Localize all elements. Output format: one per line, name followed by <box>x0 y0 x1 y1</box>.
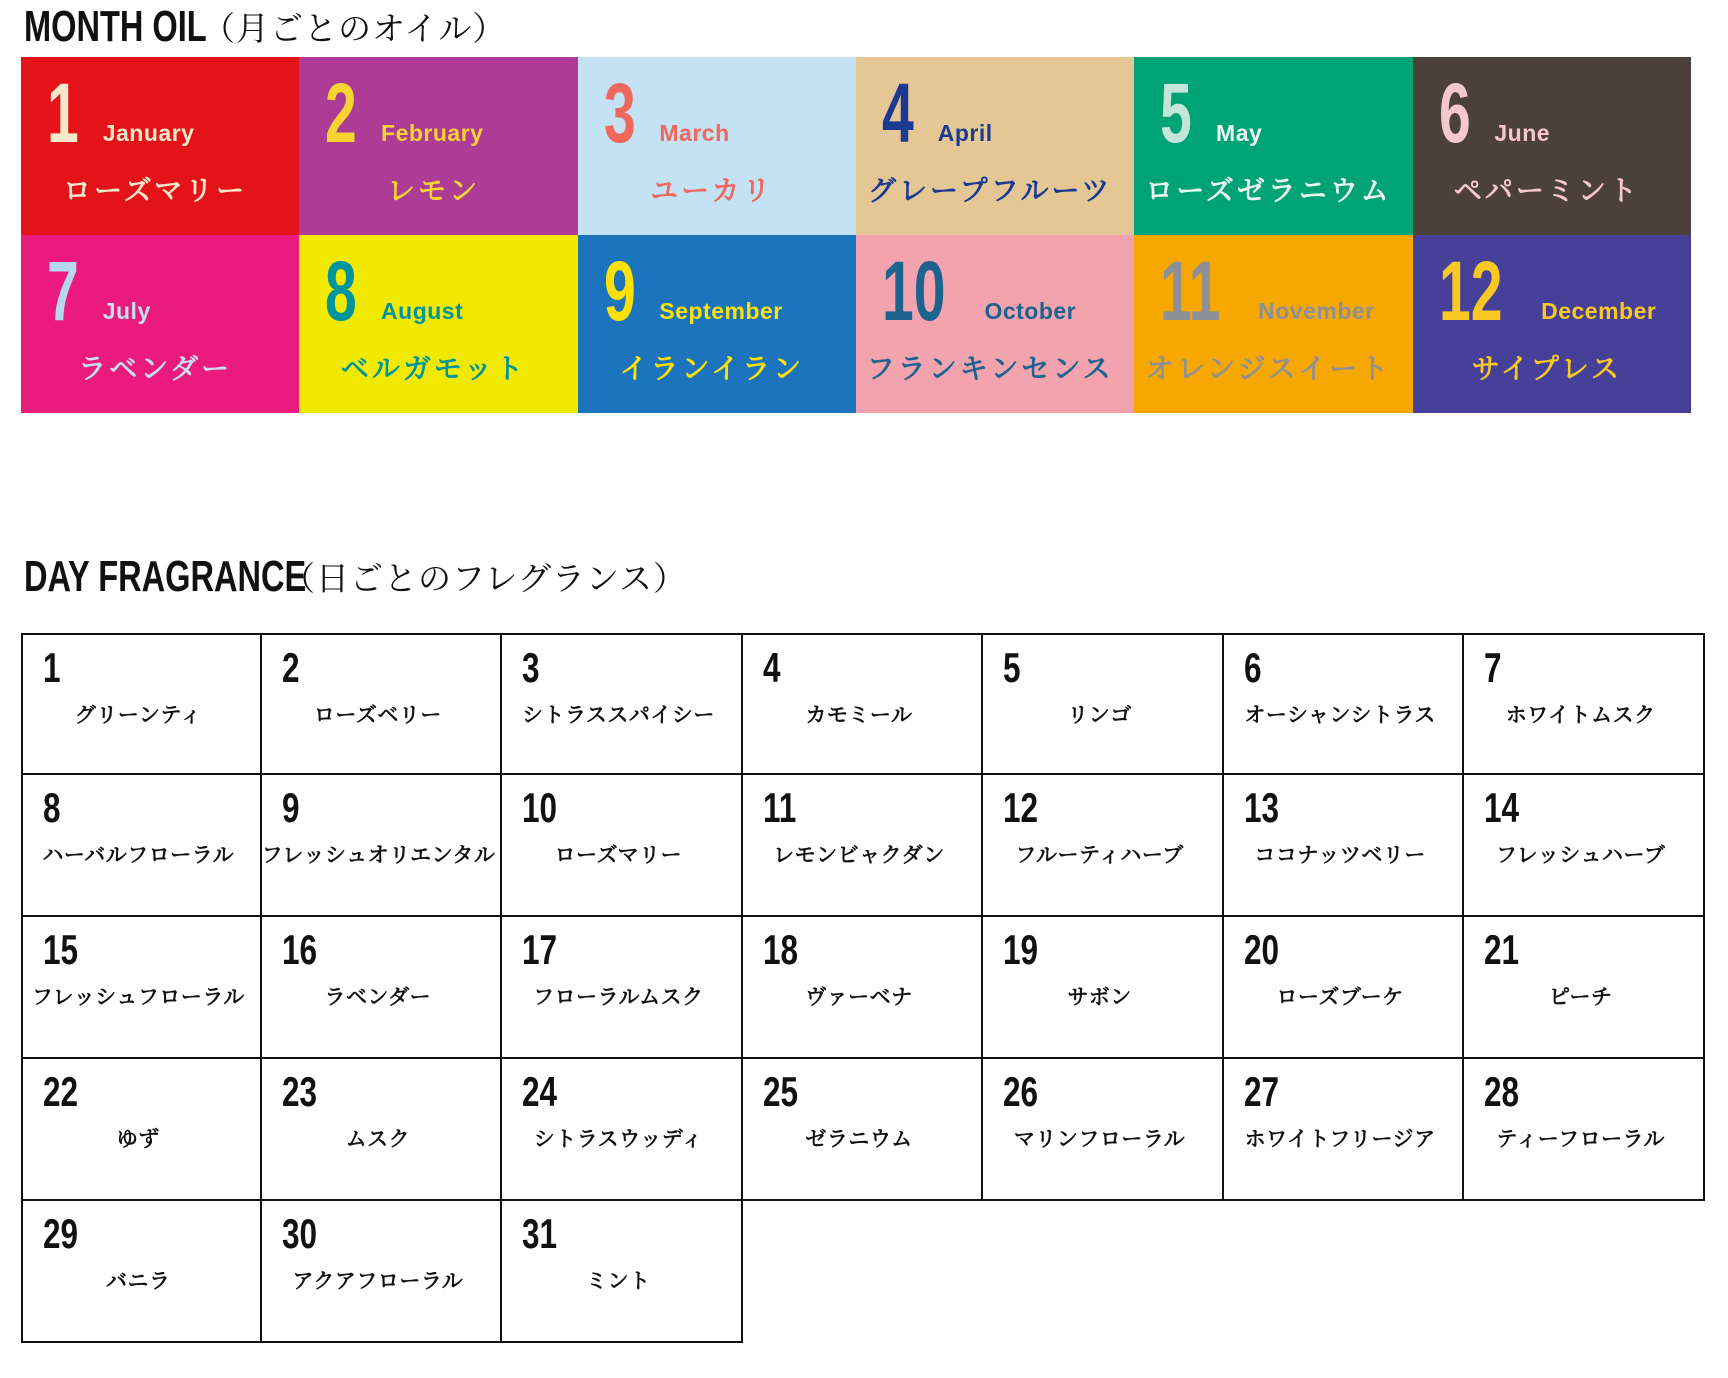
month-number-row <box>1438 66 1691 160</box>
day-number: 31 <box>522 1210 558 1257</box>
month-oil-grid <box>21 57 1691 413</box>
day-number: 11 <box>762 784 797 831</box>
month-tile-6 <box>1413 57 1691 235</box>
day-fragrance-name: ローズマリー <box>554 844 683 867</box>
day-fragrance-name: バニラ <box>106 1270 171 1293</box>
month-number: 10 <box>882 244 946 338</box>
day-fragrance-name: フローラルムスク <box>533 986 704 1009</box>
day-fragrance-title-en: DAY FRAGRANCE <box>24 552 307 601</box>
day-number: 13 <box>1243 784 1279 831</box>
day-number: 9 <box>281 784 300 831</box>
month-number-row <box>603 244 856 338</box>
month-tile-3 <box>578 57 856 235</box>
day-number: 5 <box>1003 644 1021 691</box>
day-fragrance-name: ゆず <box>116 1128 160 1151</box>
day-fragrance-name: ピーチ <box>1548 986 1613 1009</box>
day-cell-26 <box>983 1059 1224 1201</box>
month-tile-1 <box>21 57 299 235</box>
month-name-en: March <box>659 120 730 147</box>
month-oil-name: サイプレス <box>1471 353 1622 384</box>
month-number-row <box>603 66 856 160</box>
day-number: 10 <box>522 784 558 831</box>
day-fragrance-name: ラベンダー <box>324 986 432 1009</box>
month-oil-name: ペパーミント <box>1453 175 1640 206</box>
day-fragrance-name: カモミール <box>805 704 913 727</box>
day-cell-3 <box>502 633 743 775</box>
month-name-en: December <box>1541 298 1657 325</box>
day-number: 6 <box>1243 644 1262 691</box>
day-fragrance-name: ミント <box>586 1270 651 1293</box>
day-cell-10 <box>502 775 743 917</box>
month-number-row <box>882 244 1134 338</box>
day-number: 17 <box>522 926 558 973</box>
day-fragrance-name: シトラスウッディ <box>533 1128 704 1151</box>
day-fragrance-table <box>21 633 1705 1343</box>
day-number: 23 <box>281 1068 317 1115</box>
day-cell-18 <box>743 917 984 1059</box>
month-name-en: September <box>659 298 783 325</box>
month-number: 9 <box>603 244 636 338</box>
month-number: 2 <box>325 66 358 160</box>
month-oil-name: ローズマリー <box>63 175 248 206</box>
month-tile-5 <box>1134 57 1412 235</box>
month-tile-7 <box>21 235 299 413</box>
month-name-en: January <box>102 120 195 147</box>
month-number: 4 <box>882 66 914 160</box>
day-number: 7 <box>1484 644 1502 691</box>
day-cell-25 <box>743 1059 984 1201</box>
day-number: 24 <box>522 1068 558 1115</box>
day-number: 21 <box>1484 926 1520 973</box>
day-number: 30 <box>281 1210 317 1257</box>
month-number-row <box>1160 66 1412 160</box>
day-number: 14 <box>1484 784 1520 831</box>
month-oil-name: フランキンセンス <box>866 353 1114 384</box>
day-fragrance-name: ゼラニウム <box>805 1128 913 1151</box>
day-number: 27 <box>1243 1068 1279 1115</box>
month-name-en: October <box>984 298 1077 325</box>
month-tile-10 <box>856 235 1134 413</box>
month-number: 1 <box>47 66 79 160</box>
day-number: 4 <box>762 644 781 691</box>
day-number: 22 <box>43 1068 79 1115</box>
month-number: 5 <box>1160 66 1193 160</box>
month-oil-title-en: MONTH OIL <box>24 2 207 51</box>
day-cell-13 <box>1224 775 1465 917</box>
month-oil-name: ラベンダー <box>78 353 233 384</box>
month-tile-12 <box>1413 235 1691 413</box>
month-number-row <box>1160 244 1412 338</box>
day-fragrance-name: フレッシュフローラル <box>31 986 245 1009</box>
day-number: 26 <box>1003 1068 1039 1115</box>
day-cell-24 <box>502 1059 743 1201</box>
day-number: 19 <box>1003 926 1039 973</box>
day-fragrance-name: マリンフローラル <box>1013 1128 1186 1151</box>
day-number: 3 <box>522 644 540 691</box>
day-number: 28 <box>1484 1068 1520 1115</box>
day-cell-1 <box>21 633 262 775</box>
day-number: 2 <box>281 644 300 691</box>
month-oil-name: レモン <box>386 175 480 206</box>
day-fragrance-name: ホワイトムスク <box>1505 704 1656 727</box>
day-cell-31 <box>502 1201 743 1343</box>
day-cell-11 <box>743 775 984 917</box>
month-tile-8 <box>299 235 577 413</box>
day-cell-19 <box>983 917 1224 1059</box>
month-number: 12 <box>1438 244 1503 338</box>
day-fragrance-name: ホワイトフリージア <box>1244 1128 1436 1151</box>
day-cell-30 <box>262 1201 503 1343</box>
month-oil-name: ローズゼラニウム <box>1145 175 1392 206</box>
day-cell-16 <box>262 917 503 1059</box>
day-fragrance-name: ローズブーケ <box>1276 986 1404 1009</box>
month-name-en: July <box>102 298 151 325</box>
day-cell-28 <box>1464 1059 1705 1201</box>
day-cell-9 <box>262 775 503 917</box>
day-number: 16 <box>281 926 317 973</box>
day-cell-22 <box>21 1059 262 1201</box>
day-fragrance-name: シトラススパイシー <box>521 704 715 727</box>
day-fragrance-name: フレッシュハーブ <box>1495 844 1666 867</box>
day-fragrance-name: アクアフローラル <box>292 1270 464 1293</box>
month-number: 3 <box>603 66 636 160</box>
day-fragrance-name: サボン <box>1067 986 1132 1009</box>
month-name-en: May <box>1216 120 1263 147</box>
day-fragrance-name: フルーティハーブ <box>1015 844 1184 867</box>
month-tile-2 <box>299 57 577 235</box>
day-fragrance-name: フレッシュオリエンタル <box>261 844 496 867</box>
day-cell-7 <box>1464 633 1705 775</box>
month-tile-11 <box>1134 235 1412 413</box>
day-number: 1 <box>43 644 61 691</box>
day-fragrance-name: オーシャンシトラス <box>1244 704 1436 727</box>
day-fragrance-name: レモンビャクダン <box>773 844 945 867</box>
day-cell-20 <box>1224 917 1465 1059</box>
day-cell-4 <box>743 633 984 775</box>
month-number-row <box>47 66 299 160</box>
month-tile-4 <box>856 57 1134 235</box>
month-number: 6 <box>1438 66 1471 160</box>
day-fragrance-name: ハーバルフローラル <box>42 844 235 867</box>
day-number: 20 <box>1243 926 1279 973</box>
day-fragrance-name: グリーンティ <box>74 704 202 727</box>
month-tile-9 <box>578 235 856 413</box>
day-cell-8 <box>21 775 262 917</box>
month-oil-title-ja: （月ごとのオイル） <box>202 10 507 47</box>
day-fragrance-name: ココナッツベリー <box>1254 844 1426 867</box>
month-name-en: November <box>1258 298 1375 325</box>
day-fragrance-name: リンゴ <box>1067 704 1132 727</box>
day-number: 18 <box>762 926 798 973</box>
month-number-row <box>882 66 1134 160</box>
day-cell-12 <box>983 775 1224 917</box>
month-number: 8 <box>325 244 358 338</box>
day-number: 12 <box>1003 784 1039 831</box>
month-oil-name: ベルガモット <box>340 353 527 384</box>
month-name-en: August <box>381 298 464 325</box>
month-number-row <box>325 244 577 338</box>
day-fragrance-title-ja: （日ごとのフレグランス） <box>282 560 688 597</box>
day-cell-27 <box>1224 1059 1465 1201</box>
month-number-row <box>1438 244 1691 338</box>
month-oil-name: グレープフルーツ <box>867 175 1113 206</box>
day-cell-29 <box>21 1201 262 1343</box>
day-cell-15 <box>21 917 262 1059</box>
day-cell-17 <box>502 917 743 1059</box>
day-number: 25 <box>762 1068 798 1115</box>
day-number: 29 <box>43 1210 79 1257</box>
day-fragrance-name: ムスク <box>345 1128 411 1151</box>
day-number: 15 <box>43 926 79 973</box>
month-number-row <box>325 66 577 160</box>
day-fragrance-name: ローズベリー <box>313 704 442 727</box>
day-cell-6 <box>1224 633 1465 775</box>
month-number-row <box>47 244 299 338</box>
day-fragrance-name: ティーフローラル <box>1496 1128 1666 1151</box>
month-number: 11 <box>1160 244 1221 338</box>
month-number: 7 <box>47 244 79 338</box>
month-name-en: April <box>937 120 993 147</box>
day-cell-5 <box>983 633 1224 775</box>
day-cell-2 <box>262 633 503 775</box>
month-oil-name: イランイラン <box>619 353 805 384</box>
month-oil-name: ユーカリ <box>650 175 774 206</box>
day-number: 8 <box>43 784 61 831</box>
day-fragrance-name: ヴァーベナ <box>805 986 913 1009</box>
month-name-en: February <box>381 120 484 147</box>
month-name-en: June <box>1494 120 1551 147</box>
day-cell-23 <box>262 1059 503 1201</box>
month-oil-name: オレンジスイート <box>1145 353 1392 384</box>
day-cell-14 <box>1464 775 1705 917</box>
day-cell-21 <box>1464 917 1705 1059</box>
